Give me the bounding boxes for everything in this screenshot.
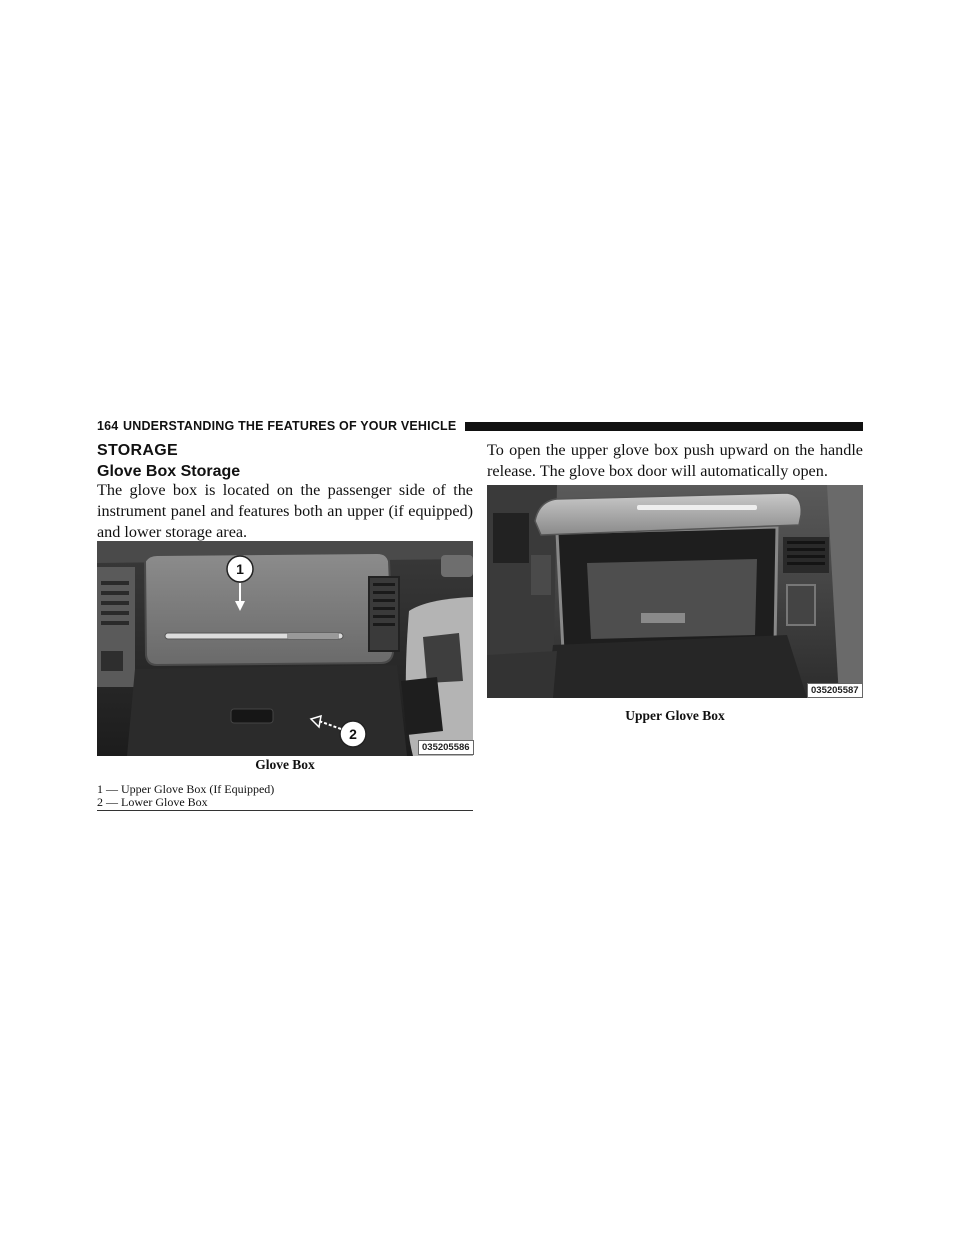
legend-rule — [97, 810, 473, 811]
subheading-glove-box-storage: Glove Box Storage — [97, 463, 241, 480]
callout-2: 2 — [349, 726, 357, 742]
figure-legend — [97, 783, 473, 809]
paragraph-open-upper-glove-box: To open the upper glove box push upward on the handle release. The glove box door will automatically open. — [487, 441, 863, 480]
image-code-2: 035205587 — [807, 683, 863, 698]
figure-caption-upper-glove-box: Upper Glove Box — [625, 708, 725, 723]
figure-caption-glove-box: Glove Box — [255, 757, 315, 772]
glove-box-photo — [97, 541, 473, 756]
legend-item-2: 2 — Lower Glove Box — [97, 795, 208, 809]
legend-item-1: 1 — Upper Glove Box (If Equipped) — [97, 782, 275, 796]
paragraph-glove-box-location: The glove box is located on the passenger side of the instrument panel and features both an upper (if equipped) and lower storage area. — [97, 481, 473, 541]
heading-storage: STORAGE — [97, 442, 178, 459]
callout-1: 1 — [236, 561, 244, 577]
page-number: 164 — [97, 419, 119, 433]
image-code-1: 035205586 — [418, 740, 474, 755]
upper-glove-box-photo — [487, 485, 863, 698]
running-header — [97, 420, 863, 434]
section-title: UNDERSTANDING THE FEATURES OF YOUR VEHICLE — [123, 419, 457, 433]
header-rule — [465, 422, 863, 431]
